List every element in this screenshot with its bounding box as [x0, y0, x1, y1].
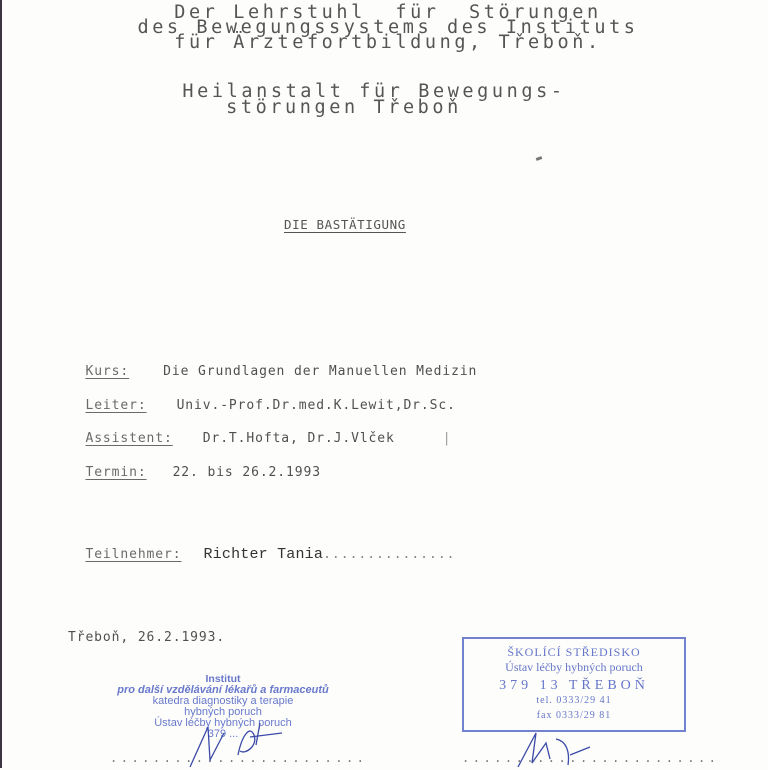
signature-left-icon [180, 715, 290, 770]
stamp-line: katedra diagnostiky a terapie [152, 695, 294, 707]
stamp-line: 379 13 TŘEBOŇ [499, 678, 649, 693]
stamp-line: pro další vzdělávání lékařů a farmaceutů [117, 684, 329, 696]
header-line-1: Der Lehrstuhl für Störungen [174, 2, 602, 23]
field-termin [68, 450, 321, 480]
header-line-2: des Bewegungssystems des Instituts [137, 17, 639, 38]
stamp-line: ŠKOLÍCÍ STŘEDISKO [507, 645, 641, 659]
signature-line-right: ........................ [462, 751, 720, 765]
field-label: Termin: [85, 465, 147, 480]
field-label: Assistent: [85, 431, 173, 446]
stamp-line: Institut [205, 673, 241, 685]
subheader-line-1: Heilanstalt für Bewegungs- [182, 81, 566, 102]
participant-name: Richter Tania [203, 546, 324, 563]
stamp-line: Ústav léčby hybných poruch [505, 660, 643, 674]
training-center-stamp [462, 637, 686, 732]
field-label: Kurs: [85, 364, 130, 379]
stamp-line: 379 ... [207, 728, 239, 740]
participant-dots: ............... [323, 547, 456, 562]
participant-row [68, 531, 456, 563]
field-assistent: Assistent: Dr.T.Hofta, Dr.J.Vlček | [85, 431, 452, 446]
scan-speck [536, 156, 543, 161]
field-label: Leiter: [85, 398, 147, 413]
subheader-line-2: störungen Třeboň [226, 97, 462, 118]
place-date: Třeboň, 26.2.1993. [68, 630, 226, 645]
signature-line-left: ........................ [110, 751, 368, 765]
field-leiter [68, 383, 456, 413]
stamp-line: hybných poruch [184, 706, 262, 718]
stamp-line: fax 0333/29 81 [536, 710, 612, 721]
field-value: Dr.T.Hofta, Dr.J.Vlček [202, 431, 395, 446]
stamp-line: Ústav léčby hybných poruch [154, 717, 292, 729]
field-value: Die Grundlagen der Manuellen Medizin [163, 364, 478, 379]
field-kurs [68, 349, 477, 379]
stamp-line: tel. 0333/29 41 [536, 695, 612, 706]
field-value: Univ.-Prof.Dr.med.K.Lewit,Dr.Sc. [176, 398, 456, 413]
participant-label: Teilnehmer: [85, 547, 182, 562]
field-value: 22. bis 26.2.1993 [172, 465, 321, 480]
header-line-3: für Ärztefortbildung, Třeboň. [174, 32, 602, 53]
document-title: DIE BASTÄTIGUNG [284, 217, 406, 232]
signature-right-icon [510, 725, 600, 768]
